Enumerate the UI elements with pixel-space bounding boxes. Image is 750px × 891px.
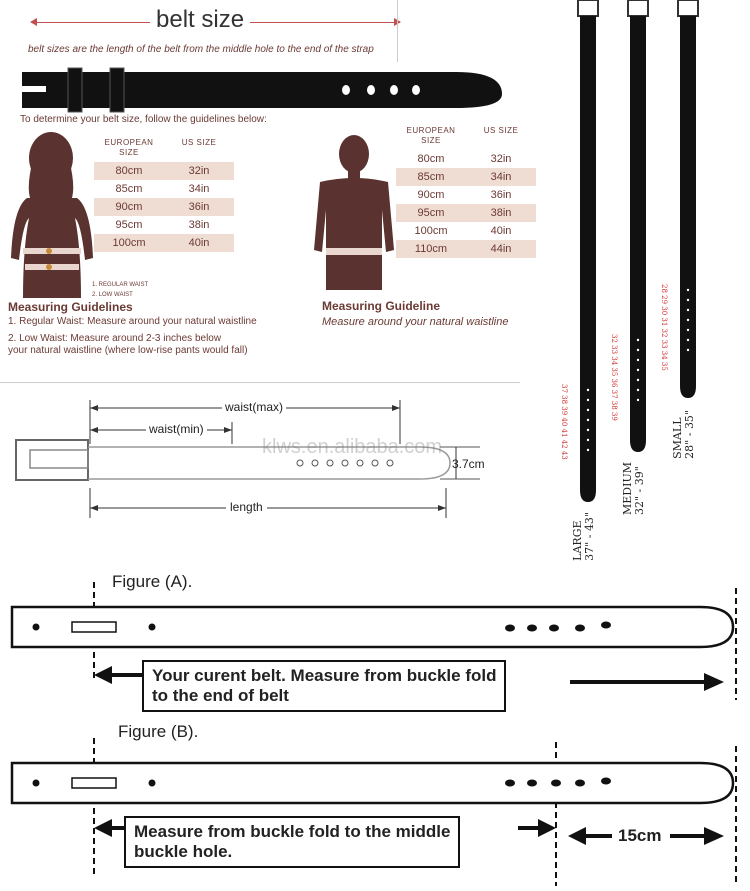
guideline-intro: To determine your belt size, follow the guidelines below: [20, 114, 267, 125]
top-belt-strap [16, 64, 506, 114]
length-label: length [226, 500, 267, 514]
title-arrow-left [30, 18, 37, 26]
table-row: 85cm 34in [396, 168, 536, 186]
women-guide-heading: Measuring Guidelines [8, 300, 133, 314]
medium-belt-name: MEDIUM 32" - 39" [621, 462, 646, 515]
large-hole-numbers: 37 38 39 40 41 42 43 [560, 384, 568, 460]
woman-silhouette [5, 128, 100, 298]
waist-max-label: waist(max) [222, 400, 286, 414]
women-col-european: EUROPEAN SIZE [104, 138, 154, 157]
table-row: 95cm 38in [396, 204, 536, 222]
medium-hole-numbers: 32 33 34 35 36 37 38 39 [610, 334, 618, 421]
men-col-european: EUROPEAN SIZE [406, 126, 456, 145]
table-row: 80cm 32in [417, 153, 512, 165]
table-row: 90cm 36in [94, 198, 234, 216]
hanging-belt-large [570, 0, 606, 510]
small-hole-numbers: 28 29 30 31 32 33 34 35 [660, 284, 668, 371]
watermark: klws.en.alibaba.com [262, 436, 443, 458]
waist-legend-low: 2. LOW WAIST [92, 292, 133, 298]
small-belt-name: SMALL 28" - 35" [671, 410, 696, 459]
women-guide-line1: 1. Regular Waist: Measure around your natural waistline [8, 316, 257, 327]
belt-size-title: belt size [150, 6, 250, 34]
man-silhouette [310, 130, 400, 290]
figure-b-caption: Measure from buckle fold to the middle buckle hole. [124, 816, 460, 868]
top-header [20, 0, 398, 70]
table-row: 100cm 40in [94, 234, 234, 252]
top-right-divider [397, 0, 398, 62]
hanging-belt-small [670, 0, 706, 410]
women-guide-line2a: 2. Low Waist: Measure around 2-3 inches below [8, 333, 222, 344]
men-guide-heading: Measuring Guideline [322, 299, 441, 313]
figure-a-caption: Your curent belt. Measure from buckle fold to the end of belt [142, 660, 506, 712]
large-belt-name: LARGE 37" - 43" [571, 512, 596, 561]
figure-a-label: Figure (A). [112, 572, 193, 591]
belt-width-label: 3.7cm [452, 457, 485, 471]
men-col-us: US SIZE [483, 126, 519, 135]
women-size-table [94, 138, 234, 252]
belt-size-subtitle: belt sizes are the length of the belt from the middle hole to the end of the strap [28, 44, 374, 55]
table-row: 95cm 38in [115, 219, 210, 231]
men-guide-line1: Measure around your natural waistline [322, 316, 509, 328]
figure-b-extra-length: 15cm [618, 826, 662, 845]
section-divider-mid [0, 382, 520, 383]
table-row: 100cm 40in [414, 225, 512, 237]
table-row: 110cm 44in [396, 240, 536, 258]
waist-min-label: waist(min) [146, 422, 207, 436]
hanging-belt-medium [620, 0, 656, 460]
women-guide-line2b: your natural waistline (where low-rise pants would fall) [8, 345, 248, 356]
table-row: 85cm 34in [115, 183, 210, 195]
women-col-us: US SIZE [181, 138, 217, 147]
figure-b-label: Figure (B). [118, 722, 199, 741]
table-row: 80cm 32in [94, 162, 234, 180]
table-row: 90cm 36in [417, 189, 512, 201]
men-size-table [396, 126, 536, 258]
waist-legend-regular: 1. REGULAR WAIST [92, 282, 149, 288]
